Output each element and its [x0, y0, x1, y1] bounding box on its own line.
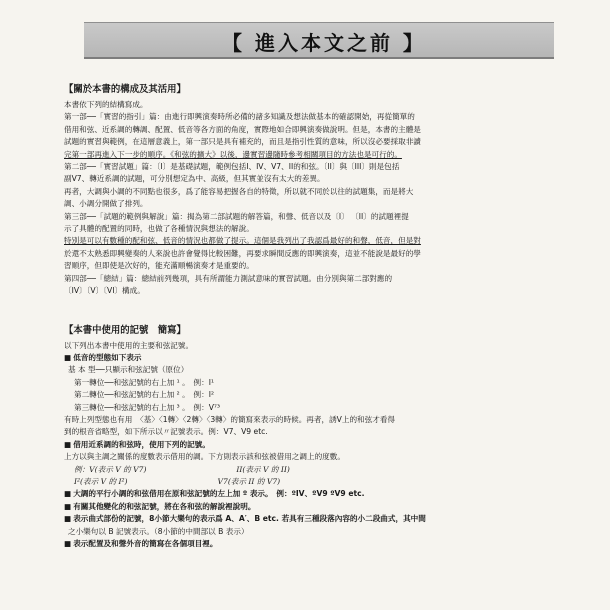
example-symbol: II(表示 V 的 II)	[236, 464, 290, 474]
paragraph-line: 特別是可以有數種的配和弦、低音的情況也都做了提示。這個是我列出了我認爲最好的和聲，低音，但是對	[64, 236, 421, 246]
paragraph-line: 完第一部再進入下一步的順序。《和弦的擴大》以後，邊實習邊隨時參考相關項目的方法也是可行的。	[64, 149, 402, 159]
document-body	[64, 83, 580, 550]
paragraph-line: 本書依下列的結構寫成。	[64, 100, 148, 109]
paragraph-line: 有時上列型態也有用 〈基〉〈1轉〉〈2轉〉〈3轉〉的簡寫來表示的時候。再者，誘V上的和弦才看得	[64, 414, 396, 424]
example-symbol: I²(表示 V 的 I²)	[74, 476, 128, 486]
section-symbols-text	[64, 340, 580, 551]
example-symbol: 例：V(表示 V 的 V7)	[74, 464, 147, 474]
chapter-title-bar	[84, 22, 554, 59]
example-symbol: V7(表示 II 的 V7)	[217, 476, 281, 486]
section-structure-text	[64, 99, 580, 298]
paragraph-line: 於還不太熟悉即興變奏的人來說也許會覺得比較困難，再要求瞬間反應的即興演奏，這並不能說是最好的學	[64, 248, 421, 258]
bullet-item: ■ 低音的型態如下表示	[64, 352, 580, 364]
paragraph-line: 示了具體的配置的同時，也做了各種情況與想法的解說。	[64, 224, 254, 234]
paragraph-line: 調、小調分開做了排列。	[64, 199, 148, 209]
paragraph-line: 第二轉位──和弦記號的右上加 ² 。 例：I²	[74, 390, 214, 400]
bullet-item: ■ 大調的平行小調的和弦借用在原和弦記號的左上加 º 表示。 例：ºIV、ºV9 ºV9 etc.	[64, 488, 580, 500]
example-row	[64, 464, 580, 476]
section-heading-symbols: 【本書中使用的記號 簡寫】	[64, 324, 186, 336]
paragraph-line: 第一轉位──和弦記號的右上加 ¹ 。 例：I¹	[74, 377, 214, 387]
paragraph-line: 借用和弦、近系調的轉調、配置、低音等各方面的角度，實際地如合即興演奏做說明。但是，本書的主體是	[64, 124, 421, 134]
paragraph-line: 第三轉位──和弦記號的右上加 ³ 。 例：V⁷³	[74, 402, 220, 412]
paragraph-line: 第三部──「試題的範例與解說」篇：揭為第二部試題的解答篇，和聲、低音以及〔I〕 〔II〕的試題裡提	[64, 211, 409, 221]
paragraph-line: 〔IV〕〔V〕〔VI〕構成。	[64, 286, 145, 296]
paragraph-line: 副V7、轉近系調的試題，可分別想定為中、高級，但其實並沒有太大的差異。	[64, 174, 325, 184]
bullet-item: ■ 表示配置及和聲外音的簡寫在各個項目裡。	[64, 538, 580, 550]
paragraph-line: 第四部──「總結」篇：總結前列幾項，具有所謂能力測試意味的實習試題。由分別與第二部對應的	[64, 273, 393, 283]
paragraph-line: 上方以與主調之關係的度數表示借用的調。下方則表示該和弦被借用之調上的度數。	[64, 452, 345, 462]
bullet-item: ■ 有關其他變化的和弦記號，將在各和弦的解說裡說明。	[64, 501, 580, 513]
paragraph-line: 基 本 型──只顯示和弦記號（原位）	[68, 365, 189, 375]
paragraph-line: 到的根音省略型，如下所示以〃記號表示。例：V7、V9 etc.	[64, 427, 268, 437]
paragraph-line: 之小樂句以 B 記號表示。（8小節的中間部以 B 表示）	[68, 526, 249, 536]
paragraph-line: 再者，大調與小調的不同點也很多，爲了能容易把握各自的特徵，所以就不同於以往的試題集，而是將大	[64, 186, 414, 196]
paragraph-line: 第二部──「實習試題」篇：〔I〕是基礎試題，範例包括I、IV、V7、II的和弦。〔II〕與〔III〕則是包括	[64, 162, 400, 172]
paragraph-line: 習順序，但即使是次好的，能充滿順暢演奏才是重要的。	[64, 261, 254, 271]
bullet-item: ■ 借用近系調的和弦時，使用下列的記號。	[64, 439, 580, 451]
paragraph-line: 試題的實習與範例，在這層意義上，第一部只是具有補充的，而且是指引性質的意味，所以沒必要採取非讀	[64, 137, 421, 147]
paragraph-line: 以下列出本書中使用的主要和弦記號。	[64, 340, 194, 350]
chapter-title: 【 進入本文之前 】	[222, 31, 426, 55]
bullet-item: ■ 表示曲式部份的記號，8小節大樂句的表示爲 A、A′、B etc. 若具有三種段落內容的小二段曲式，其中間	[64, 513, 580, 525]
example-row	[64, 476, 580, 488]
section-heading-structure: 【關於本書的構成及其活用】	[64, 84, 186, 95]
paragraph-line: 第一部──「實習的指引」篇：由進行即興演奏時所必備的諸多知識及想法做基本的確認開始，再從簡單的	[64, 112, 415, 122]
